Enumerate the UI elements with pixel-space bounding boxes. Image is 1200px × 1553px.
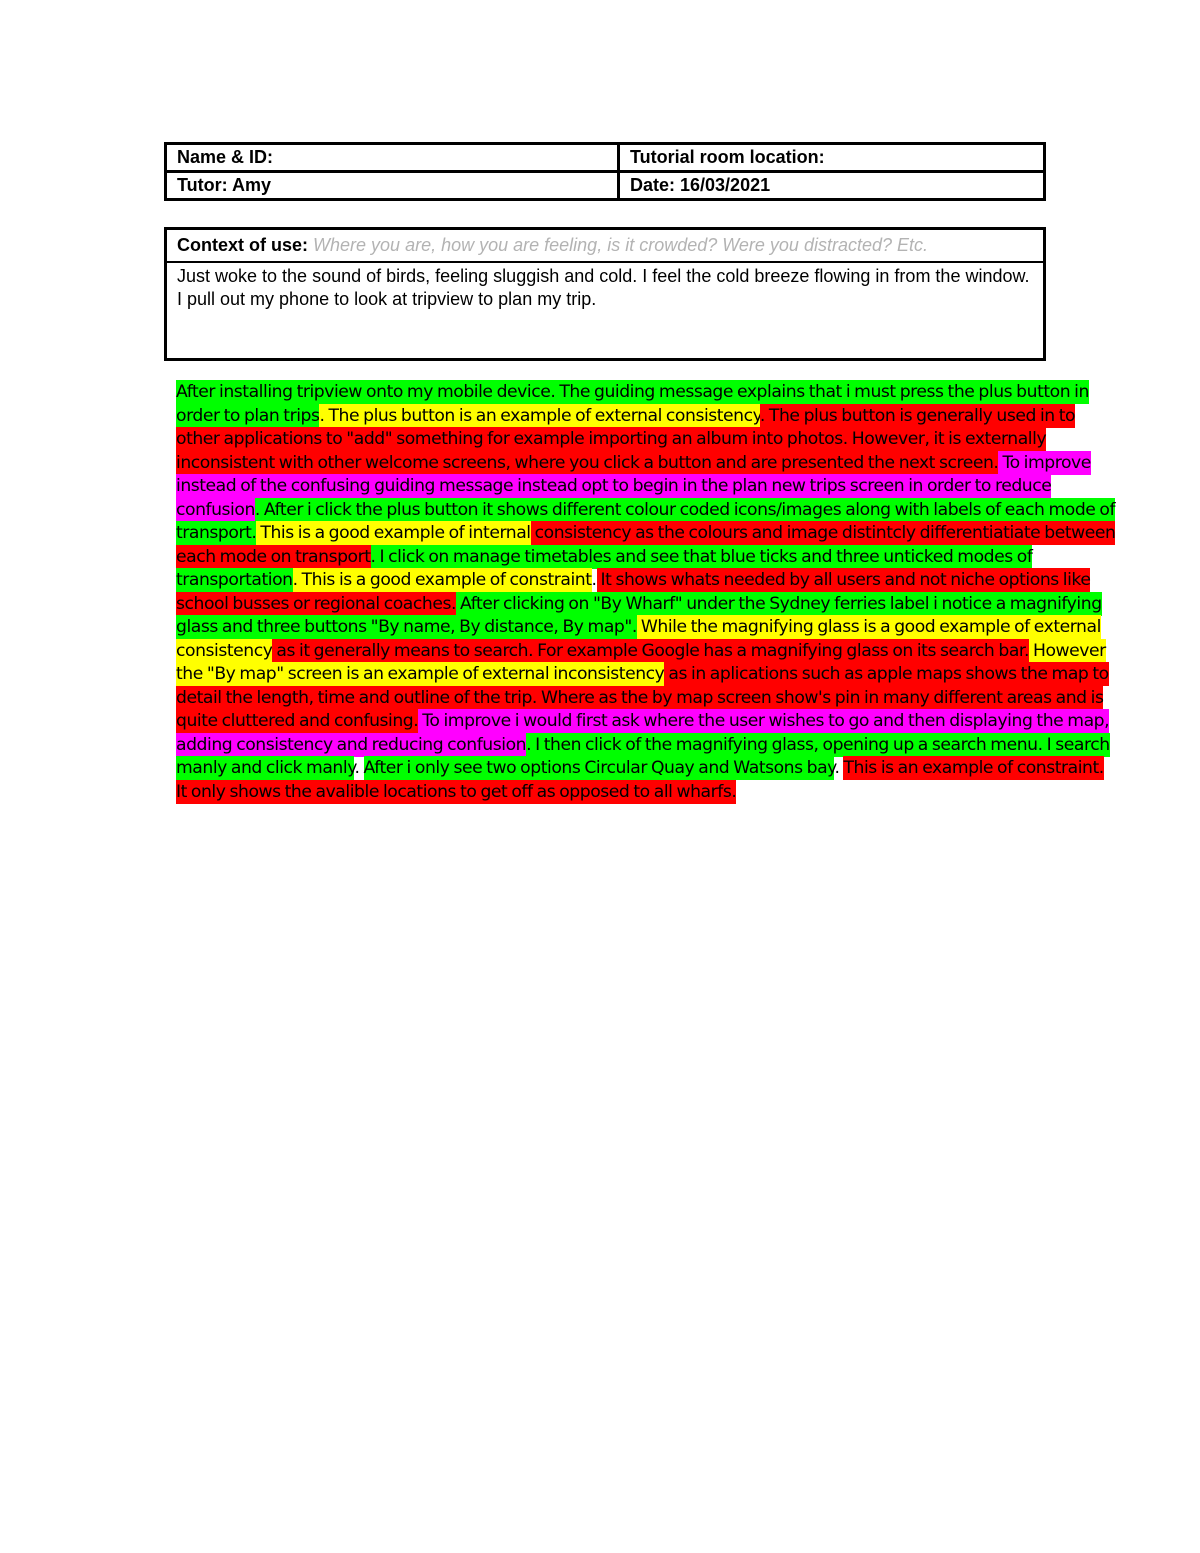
highlight-segment-green: . I click on manage timetables and see that blue ticks and three unticked modes of transportation [176,546,1033,590]
highlight-segment-magenta: To improve instead of the confusing guiding message instead opt to begin in the plan new trips screen in order to reduce confusion [176,452,1091,520]
highlight-segment-yellow: . The plus button is an example of external consistency [319,405,760,426]
highlight-segment-magenta: To improve i would first ask where the user wishes to go and then displaying the map, adding consistency and reducing confusion [176,711,1110,755]
highlight-segment-red: . The plus button is generally used in to other applications to "add" something for example importing an album into photos. However, it is externally inconsistent with other welcome screens, where you click a button and are presented the next screen. [176,405,1076,473]
name-id-cell: Name & ID: [166,144,619,172]
info-table [164,142,1046,201]
highlight-segment-red: as in aplications such as apple maps shows the map to detail the length, time and outline of the trip. Where as the by map screen show's pin in many different areas and is quite cluttered and confusing. [176,664,1109,731]
highlight-segment-green: After installing tripview onto my mobile device. The guiding message explains that i must press the plus button in order to plan trips [176,382,1089,426]
highlight-segment-yellow: While the magnifying glass is a good example of external consistency [176,617,1101,661]
tutor-cell: Tutor: Amy [166,172,619,200]
info-row-1 [166,144,1045,172]
highlight-segment-red: This is an example of constraint. It only shows the avalible locations to get off as opposed to all wharfs. [176,758,1104,802]
highlight-segment-red: consistency as the colours and image distintcly differentiatiate between each mode on transport [176,523,1116,567]
highlight-segment-red: as it generally means to search. For example Google has a magnifying glass on its search bar. [272,640,1029,661]
highlight-segment-none: . [354,758,364,778]
highlight-segment-green: After clicking on "By Wharf" under the Sydney ferries label i notice a magnifying glass and three buttons "By name, By distance, By map". [176,593,1102,637]
context-hint: Where you are, how you are feeling, is it crowded? Were you distracted? Etc. [313,235,929,255]
context-body: Just woke to the sound of birds, feeling sluggish and cold. I feel the cold breeze flowing in from the window. I pull out my phone to look at tripview to plan my trip. [177,266,1030,309]
highlight-segment-green: After i only see two options Circular Quay and Watsons bay [363,758,835,778]
context-header [167,230,1043,263]
highlight-segment-green: . After i click the plus button it shows different colour coded icons/images along with labels of each mode of transport. [176,499,1116,543]
analysis-paragraph [176,381,1116,804]
info-row-2 [166,172,1045,200]
highlight-segment-none: . [591,570,597,590]
highlight-segment-yellow: . This is a good example of constraint [292,570,592,590]
highlight-segment-red: It shows whats needed by all users and not niche options like school busses or regional coaches. [176,570,1091,614]
tutorial-room-cell: Tutorial room location: [619,144,1045,172]
context-of-use-box [164,227,1046,361]
date-cell: Date: 16/03/2021 [619,172,1045,200]
highlight-segment-green: . I then click of the magnifying glass, opening up a search menu. I search manly and click manly [176,734,1110,778]
highlight-segment-yellow: However the "By map" screen is an example of external inconsistency [176,640,1106,684]
context-label: Context of use: [177,235,309,255]
highlight-segment-none: . [834,758,844,778]
highlight-segment-yellow: This is a good example of internal [256,523,531,543]
